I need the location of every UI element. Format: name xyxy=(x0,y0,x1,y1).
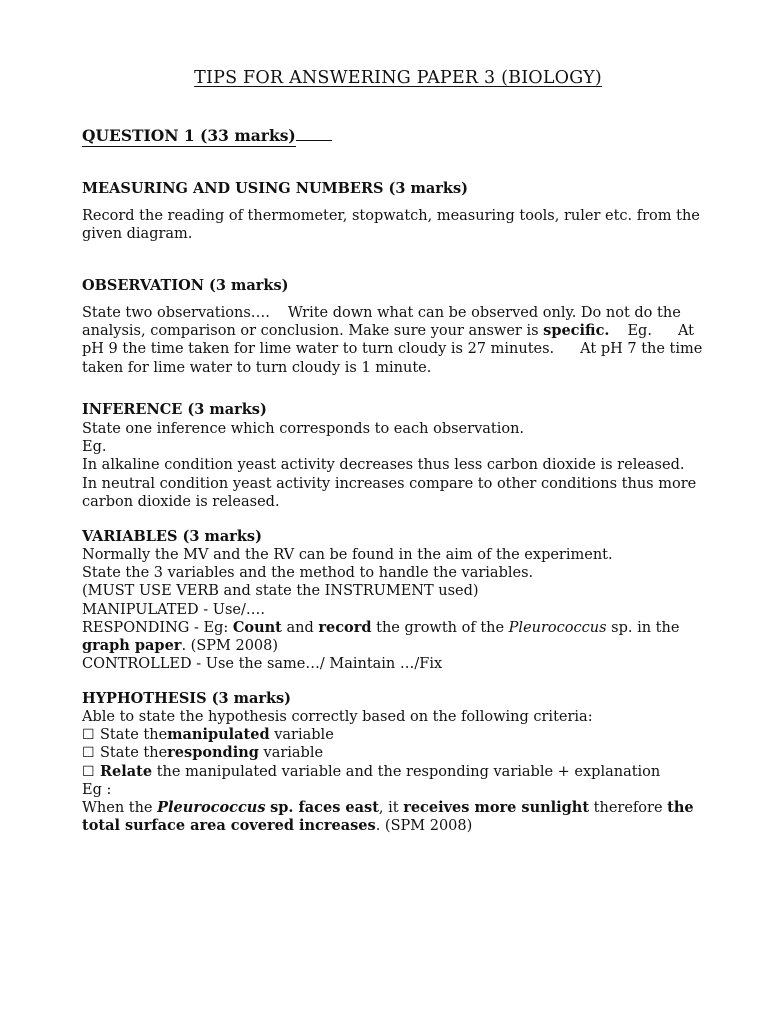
observation-text-a: State two observations…. xyxy=(82,305,270,321)
example-surface-area: total surface area covered increases xyxy=(82,817,376,835)
observation-heading: OBSERVATION (3 marks) xyxy=(82,277,289,294)
example-the: the xyxy=(667,799,694,817)
measuring-heading: MEASURING AND USING NUMBERS (3 marks) xyxy=(82,180,468,197)
hypothesis-text xyxy=(82,708,722,835)
checkbox-icon: ☐ xyxy=(82,727,95,744)
inference-line-5: carbon dioxide is released. xyxy=(82,493,280,510)
observation-text-b: Write down what can be observed only. Do not do the xyxy=(287,305,681,321)
inference-line-4: In neutral condition yeast activity increases compare to other conditions thus more xyxy=(82,475,697,492)
criterion-2-c: variable xyxy=(263,745,324,762)
inference-line-3: In alkaline condition yeast activity decreases thus less carbon dioxide is released. xyxy=(82,457,685,474)
inference-text xyxy=(82,420,722,511)
measuring-line-2: given diagram. xyxy=(82,226,193,243)
observation-text-c: analysis, comparison or conclusion. Make sure your answer is xyxy=(82,323,539,340)
inference-line-2: Eg. xyxy=(82,439,107,456)
sp-text: sp. in the xyxy=(611,619,680,636)
observation-line-1 xyxy=(82,304,722,322)
variables-line-3: (MUST USE VERB and state the INSTRUMENT used) xyxy=(82,583,479,600)
variables-line-5 xyxy=(82,619,722,637)
page-title: TIPS FOR ANSWERING PAPER 3 (BIOLOGY) xyxy=(194,68,602,88)
question-heading xyxy=(82,126,332,147)
criterion-3 xyxy=(82,763,722,781)
variables-line-7: CONTROLLED - Use the same…/ Maintain …/Fix xyxy=(82,656,443,673)
measuring-text xyxy=(82,207,722,243)
criterion-2-a: State the xyxy=(100,745,168,762)
observation-line-4: taken for lime water to turn cloudy is 1 minute. xyxy=(82,359,432,376)
criterion-2 xyxy=(82,744,722,762)
example-it: , it xyxy=(378,800,399,817)
spm-ref: . (SPM 2008) xyxy=(181,638,279,655)
variables-heading: VARIABLES (3 marks) xyxy=(82,528,262,545)
example-label: Eg : xyxy=(82,781,112,798)
observation-line-2 xyxy=(82,322,722,340)
count-word: Count xyxy=(232,618,282,636)
example-faces-east: sp. faces east xyxy=(270,799,379,817)
variables-line-2: State the 3 variables and the method to handle the variables. xyxy=(82,565,534,582)
checkbox-icon: ☐ xyxy=(82,745,95,762)
example-a: When the xyxy=(82,800,153,817)
variables-text xyxy=(82,546,722,673)
record-word: record xyxy=(318,618,372,636)
example-spm-ref: . (SPM 2008) xyxy=(375,818,473,835)
graph-paper: graph paper xyxy=(82,637,182,655)
criterion-3-b: the manipulated variable and the responding variable + explanation xyxy=(156,763,661,780)
example-species: Pleurococcus xyxy=(157,799,266,817)
criterion-3-a: Relate xyxy=(100,762,153,780)
observation-at: At xyxy=(677,323,694,340)
criterion-1-a: State the xyxy=(100,727,168,744)
criterion-1-b: manipulated xyxy=(167,726,270,744)
criterion-1-c: variable xyxy=(274,727,334,744)
example-line-2 xyxy=(82,817,722,835)
example-line-1 xyxy=(82,799,722,817)
species-name: Pleurococcus xyxy=(508,619,607,636)
example-sunlight: receives more sunlight xyxy=(403,799,590,817)
example-therefore: therefore xyxy=(593,800,663,817)
observation-eg: Eg. xyxy=(627,323,652,340)
responding-label: RESPONDING - Eg: xyxy=(82,619,229,636)
question-label: QUESTION 1 (33 marks) xyxy=(82,126,296,145)
variables-line-1: Normally the MV and the RV can be found in the aim of the experiment. xyxy=(82,547,613,563)
criterion-2-b: responding xyxy=(167,744,259,762)
and-word: and xyxy=(286,619,314,636)
observation-line-3 xyxy=(82,340,722,358)
variables-line-6 xyxy=(82,637,722,655)
observation-text-e: At pH 7 the time xyxy=(580,341,703,358)
hypothesis-line-1: Able to state the hypothesis correctly based on the following criteria: xyxy=(82,709,593,725)
variables-line-4: MANIPULATED - Use/…. xyxy=(82,601,265,618)
growth-text: the growth of the xyxy=(376,619,505,636)
observation-text xyxy=(82,304,722,377)
inference-line-1: State one inference which corresponds to each observation. xyxy=(82,421,525,437)
observation-text-d: pH 9 the time taken for lime water to turn cloudy is 27 minutes. xyxy=(82,341,555,358)
measuring-line-1: Record the reading of thermometer, stopwatch, measuring tools, ruler etc. from the xyxy=(82,208,700,224)
hypothesis-heading: HYPHOTHESIS (3 marks) xyxy=(82,690,292,707)
criterion-1 xyxy=(82,726,722,744)
underline-tail xyxy=(296,140,332,141)
checkbox-icon: ☐ xyxy=(82,763,95,780)
observation-specific: specific. xyxy=(543,322,610,340)
inference-heading: INFERENCE (3 marks) xyxy=(82,401,267,418)
